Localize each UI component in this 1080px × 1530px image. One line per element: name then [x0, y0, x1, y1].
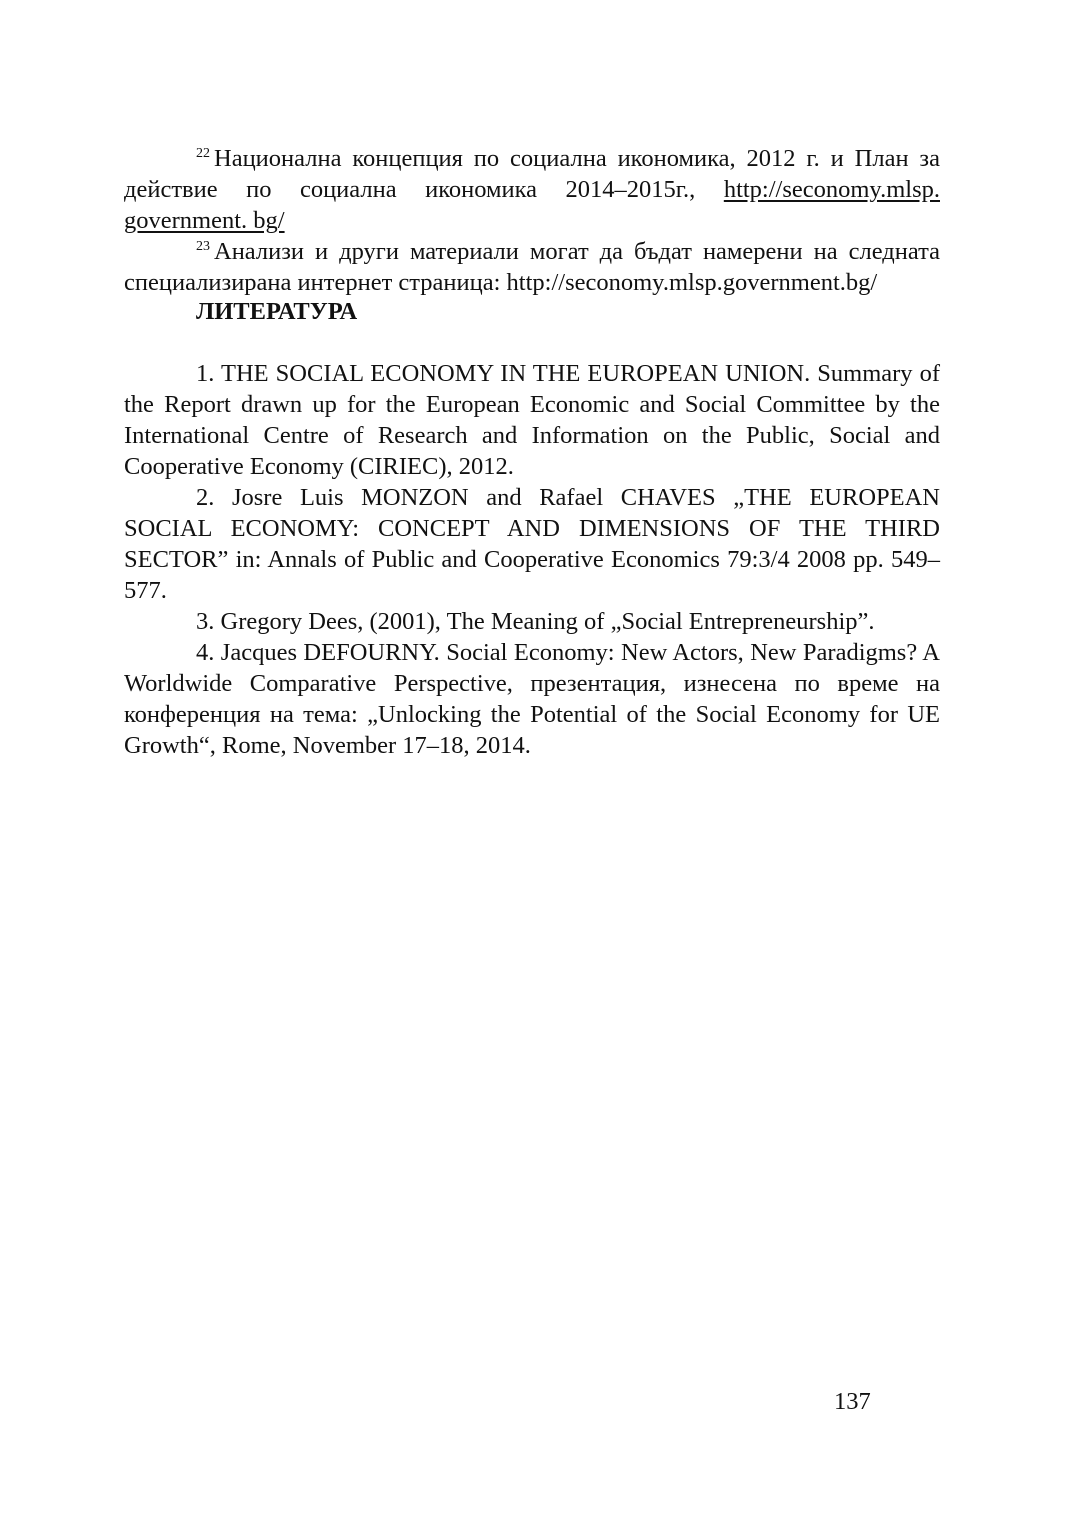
footnote-text: Анализи и други материали могат да бъдат намерени на следната специализирана интернет страница: http://seconomy.mlsp.government.bg/ — [124, 238, 940, 296]
footnote-23 — [124, 236, 940, 298]
footnotes-section — [124, 143, 940, 298]
footnote-number: 23 — [196, 239, 210, 254]
reference-item: 4. Jacques DEFOURNY. Social Economy: New Actors, New Paradigms? A Worldwide Comparative Perspective, презентация, изнесена по време на конференция на тема: „Unlocking the Potential of the Social Economy for UE Growth“, Rome, November 17–18, 2014. — [124, 639, 940, 759]
reference-item: 1. THE SOCIAL ECONOMY IN THE EUROPEAN UNION. Summary of the Report drawn up for the European Economic and Social Committee by the International Centre of Research and Information on the Public, Social and Cooperative Economy (CIRIEC), 2012. — [124, 360, 940, 480]
page-number: 137 — [834, 1388, 871, 1415]
bibliography-heading: ЛИТЕРАТУРА — [196, 298, 358, 325]
footnote-number: 22 — [196, 146, 210, 161]
footnote-link[interactable]: http://seconomy.mlsp. government. bg/ — [124, 176, 940, 234]
reference-item: 3. Gregory Dees, (2001), The Meaning of „Social Entrepreneurship”. — [196, 608, 875, 635]
footnote-22 — [124, 143, 940, 236]
reference-item: 2. Josre Luis MONZON and Rafael CHAVES „THE EUROPEAN SOCIAL ECONOMY: CONCEPT AND DIMENSIONS OF THE THIRD SECTOR” in: Annals of Public and Cooperative Economics 79:3/4 2008 pp. 549–577. — [124, 484, 940, 604]
reference-list — [124, 358, 940, 761]
footnote-text: Национална концепция по социална икономика, 2012 г. и План за действие по социална икономика 2014–2015г., — [124, 145, 940, 203]
